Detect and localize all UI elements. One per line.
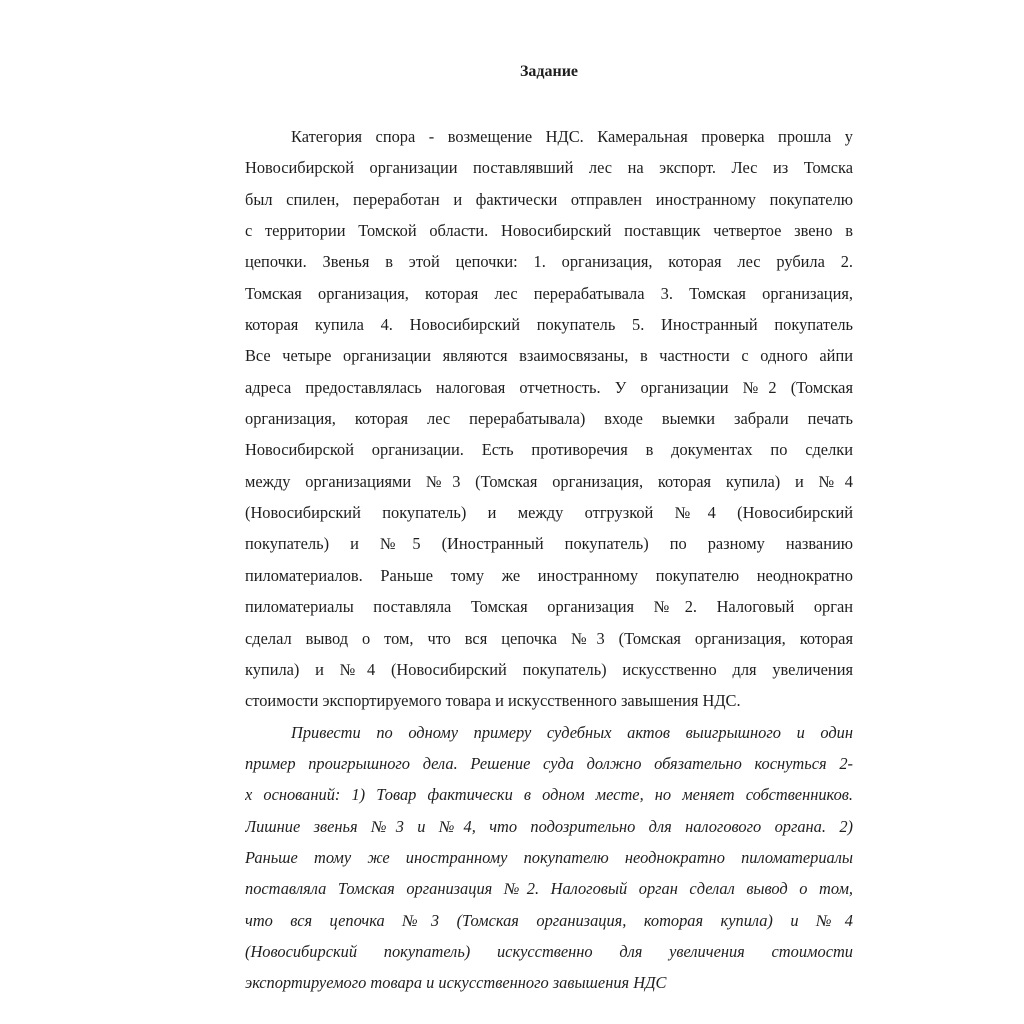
text-line: Лишние звенья №3 и №4, что подозрительно для налогового органа. 2) [245,816,853,836]
text-line: Раньше тому же иностранному покупателю неоднократно пиломатериалы [245,847,853,867]
paragraph-task-instructions [245,717,853,999]
text-line: пиломатериалы поставляла Томская организация №2. Налоговый орган [245,597,853,617]
text-line: поставляла Томская организация №2. Налоговый орган сделал вывод о том, [245,879,853,899]
text-line: х оснований: 1) Товар фактически в одном месте, но меняет собственников. [245,785,853,805]
text-line: Привести по одному примеру судебных актов выигрышного и один [291,722,853,742]
text-line: цепочки. Звенья в этой цепочки: 1. организация, которая лес рубила 2. [245,252,853,272]
text-line: Новосибирской организации поставлявший лес на экспорт. Лес из Томска [245,158,853,178]
text-line: Все четыре организации являются взаимосвязаны, в частности с одного айпи [245,346,853,366]
text-line: экспортируемого товара и искусственного завышения НДС [245,973,667,993]
text-line: (Новосибирский покупатель) и между отгрузкой №4 (Новосибирский [245,503,853,523]
text-line: пример проигрышного дела. Решение суда должно обязательно коснуться 2- [245,753,853,773]
text-line: Томская организация, которая лес перерабатывала 3. Томская организация, [245,283,853,303]
text-line: что вся цепочка №3 (Томская организация, которая купила) и №4 [245,910,853,930]
text-line: организация, которая лес перерабатывала) входе выемки забрали печать [245,409,853,429]
text-line: с территории Томской области. Новосибирский поставщик четвертое звено в [245,221,853,241]
text-line: которая купила 4. Новосибирский покупатель 5. Иностранный покупатель [245,315,853,335]
text-line: (Новосибирский покупатель) искусственно для увеличения стоимости [245,941,853,961]
text-line: стоимости экспортируемого товара и искусственного завышения НДС. [245,691,741,711]
text-line: пиломатериалов. Раньше тому же иностранному покупателю неоднократно [245,565,853,585]
document-body [245,121,853,999]
paragraph-case-description [245,121,853,717]
text-line: купила) и №4 (Новосибирский покупатель) искусственно для увеличения [245,659,853,679]
text-line: Категория спора - возмещение НДС. Камеральная проверка прошла у [291,127,853,146]
text-line: адреса предоставлялась налоговая отчетность. У организации №2 (Томская [245,377,853,397]
text-line: между организациями №3 (Томская организация, которая купила) и №4 [245,471,853,491]
text-line: был спилен, переработан и фактически отправлен иностранному покупателю [245,189,853,209]
text-line: сделал вывод о том, что вся цепочка №3 (Томская организация, которая [245,628,853,648]
text-line: Новосибирской организации. Есть противоречия в документах по сделки [245,440,853,460]
document-title: Задание [519,63,579,80]
text-line: покупатель) и №5 (Иностранный покупатель) по разному названию [245,534,853,554]
